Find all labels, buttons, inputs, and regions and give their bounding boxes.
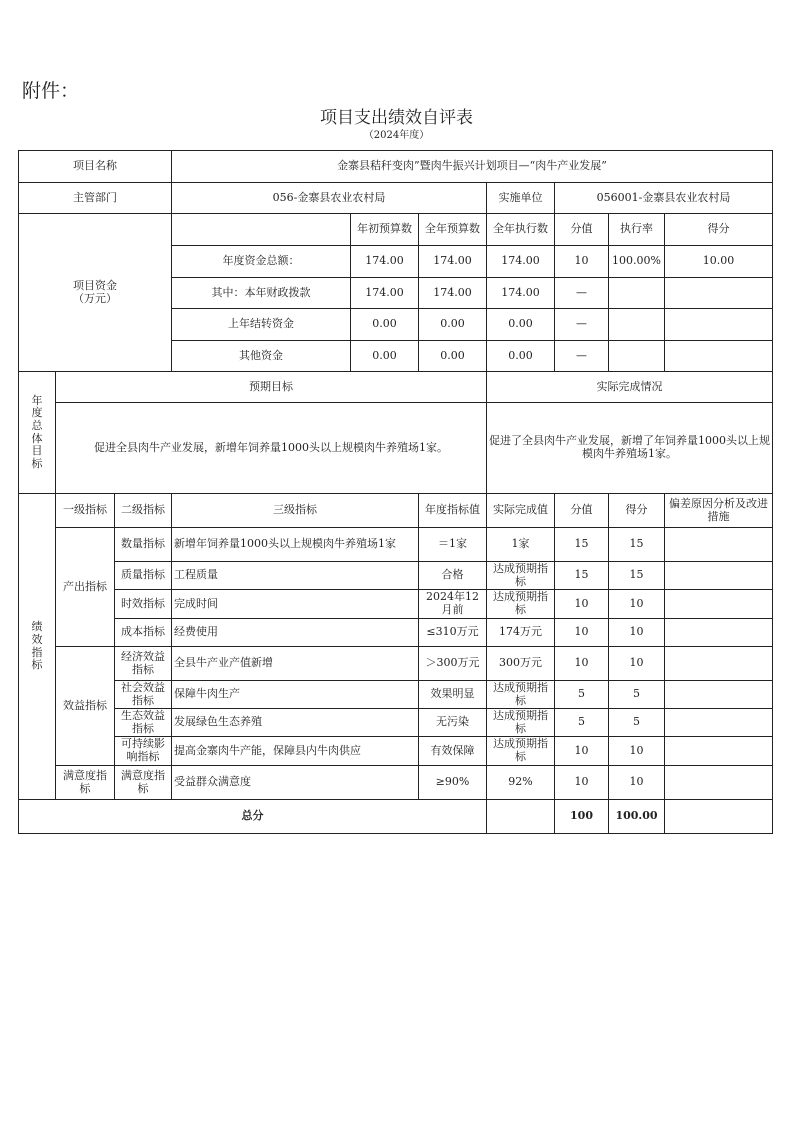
indicator-remark (664, 561, 773, 590)
funds-row-value: 174.00 (350, 245, 419, 278)
indicators-label-char: 指 (31, 645, 43, 659)
indicator-weight: 5 (554, 680, 609, 709)
indicator-remark (664, 680, 773, 709)
funds-row-value (608, 340, 665, 372)
funds-row-value: 0.00 (350, 340, 419, 372)
funds-label-line1: 项目资金 (73, 278, 117, 292)
indicator-weight: 5 (554, 708, 609, 737)
group-satisfaction: 满意度指标 (55, 765, 115, 800)
indicator-weight: 10 (554, 589, 609, 619)
indicator-level2: 生态效益指标 (114, 708, 172, 737)
indicator-header-cell: 年度指标值 (418, 493, 487, 528)
funds-label (18, 213, 172, 372)
indicator-target: 无污染 (418, 708, 487, 737)
dept-value: 056-金寨县农业农村局 (171, 182, 487, 214)
funds-header-cell: 年初预算数 (350, 213, 419, 246)
funds-row-value: 0.00 (350, 308, 419, 341)
funds-row-name: 上年结转资金 (171, 308, 351, 341)
indicator-weight: 10 (554, 618, 609, 647)
indicator-level2: 数量指标 (114, 527, 172, 562)
funds-row-name: 其他资金 (171, 340, 351, 372)
goals-label-char: 年 (31, 393, 43, 407)
indicator-target: ＝1家 (418, 527, 487, 562)
indicator-score: 5 (608, 708, 665, 737)
indicators-label-char: 绩 (31, 620, 43, 634)
indicator-level3: 新增年饲养量1000头以上规模肉牛养殖场1家 (171, 527, 419, 562)
group-output: 产出指标 (55, 527, 115, 647)
expected-goal-text: 促进全县肉牛产业发展，新增年饲养量1000头以上规模肉牛养殖场1家。 (55, 402, 487, 494)
project-name-value: 金寨县秸秆变肉”暨肉牛振兴计划项目—“肉牛产业发展” (171, 150, 773, 183)
funds-row-value: 10.00 (664, 245, 773, 278)
indicator-header-cell: 二级指标 (114, 493, 172, 528)
funds-row-value: — (554, 340, 609, 372)
funds-row-value: 174.00 (350, 277, 419, 309)
indicator-target: 2024年12月前 (418, 589, 487, 619)
funds-row-name: 其中：本年财政拨款 (171, 277, 351, 309)
total-weight: 100 (554, 799, 609, 834)
funds-row-value (664, 277, 773, 309)
indicator-level2: 满意度指标 (114, 765, 172, 800)
funds-row-value: 174.00 (486, 277, 555, 309)
indicator-score: 5 (608, 680, 665, 709)
total-label: 总分 (18, 799, 487, 834)
page-subtitle: （2024年度） (363, 130, 430, 141)
actual-goal-text: 促进了全县肉牛产业发展，新增了年饲养量1000头以上规模肉牛养殖场1家。 (486, 402, 773, 494)
funds-row-value: 100.00% (608, 245, 665, 278)
funds-row-value: 0.00 (486, 340, 555, 372)
indicator-actual: 174万元 (486, 618, 555, 647)
total-blank (486, 799, 555, 834)
indicators-label (18, 493, 56, 800)
indicator-target: 效果明显 (418, 680, 487, 709)
funds-header-cell: 得分 (664, 213, 773, 246)
funds-row-value: 174.00 (418, 277, 487, 309)
indicator-actual: 达成预期指标 (486, 589, 555, 619)
indicator-actual: 300万元 (486, 646, 555, 681)
funds-row-value: 0.00 (418, 308, 487, 341)
indicator-level3: 经费使用 (171, 618, 419, 647)
indicator-target: ≥90% (418, 765, 487, 800)
indicator-actual: 达成预期指标 (486, 736, 555, 766)
indicator-score: 10 (608, 618, 665, 647)
indicator-level2: 时效指标 (114, 589, 172, 619)
total-remark (664, 799, 773, 834)
indicator-level3: 工程质量 (171, 561, 419, 590)
indicator-score: 15 (608, 527, 665, 562)
indicator-actual: 达成预期指标 (486, 561, 555, 590)
indicator-header-cell: 一级指标 (55, 493, 115, 528)
indicator-score: 10 (608, 589, 665, 619)
indicator-header-cell: 实际完成值 (486, 493, 555, 528)
goals-label-char: 度 (31, 406, 43, 420)
funds-row-value (664, 308, 773, 341)
indicator-score: 10 (608, 646, 665, 681)
funds-row-value: — (554, 308, 609, 341)
indicators-label-char: 标 (31, 658, 43, 672)
funds-label-line2: （万元） (73, 291, 117, 305)
indicator-actual: 达成预期指标 (486, 680, 555, 709)
funds-header-cell: 执行率 (608, 213, 665, 246)
indicator-header-cell: 得分 (608, 493, 665, 528)
attachment-label: 附件： (22, 80, 80, 102)
indicator-score: 10 (608, 765, 665, 800)
indicator-remark (664, 765, 773, 800)
indicator-weight: 10 (554, 736, 609, 766)
indicator-target: ≤310万元 (418, 618, 487, 647)
expected-goal-header: 预期目标 (55, 371, 487, 403)
funds-header-blank (171, 213, 351, 246)
project-name-label: 项目名称 (18, 150, 172, 183)
indicator-target: 合格 (418, 561, 487, 590)
funds-row-name: 年度资金总额： (171, 245, 351, 278)
goals-label (18, 371, 56, 494)
group-benefit: 效益指标 (55, 646, 115, 766)
goals-label-char: 标 (31, 456, 43, 470)
funds-row-value (608, 308, 665, 341)
funds-header-cell: 分值 (554, 213, 609, 246)
indicator-level2: 社会效益指标 (114, 680, 172, 709)
indicator-level3: 全县牛产业产值新增 (171, 646, 419, 681)
funds-row-value: — (554, 277, 609, 309)
actual-goal-header: 实际完成情况 (486, 371, 773, 403)
unit-label: 实施单位 (486, 182, 555, 214)
page-title: 项目支出绩效自评表 (320, 108, 473, 128)
indicator-level2: 经济效益指标 (114, 646, 172, 681)
funds-header-cell: 全年执行数 (486, 213, 555, 246)
indicator-level3: 发展绿色生态养殖 (171, 708, 419, 737)
indicator-header-cell: 偏差原因分析及改进措施 (664, 493, 773, 528)
indicators-label-char: 效 (31, 632, 43, 646)
indicator-level3: 提高金寨肉牛产能，保障县内牛肉供应 (171, 736, 419, 766)
indicator-actual: 1家 (486, 527, 555, 562)
indicator-level2: 成本指标 (114, 618, 172, 647)
indicator-weight: 15 (554, 561, 609, 590)
funds-row-value: 10 (554, 245, 609, 278)
funds-row-value: 0.00 (418, 340, 487, 372)
funds-row-value: 0.00 (486, 308, 555, 341)
indicator-actual: 92% (486, 765, 555, 800)
indicator-level2: 可持续影响指标 (114, 736, 172, 766)
funds-row-value (608, 277, 665, 309)
indicator-remark (664, 708, 773, 737)
indicator-header-cell: 三级指标 (171, 493, 419, 528)
indicator-remark (664, 618, 773, 647)
indicator-remark (664, 736, 773, 766)
indicator-remark (664, 527, 773, 562)
indicator-level3: 保障牛肉生产 (171, 680, 419, 709)
funds-header-cell: 全年预算数 (418, 213, 487, 246)
indicator-target: 有效保障 (418, 736, 487, 766)
funds-row-value: 174.00 (418, 245, 487, 278)
indicator-weight: 15 (554, 527, 609, 562)
goals-label-char: 目 (31, 444, 43, 458)
funds-row-value: 174.00 (486, 245, 555, 278)
goals-label-char: 体 (31, 431, 43, 445)
unit-value: 056001-金寨县农业农村局 (554, 182, 773, 214)
indicator-score: 15 (608, 561, 665, 590)
dept-label: 主管部门 (18, 182, 172, 214)
indicator-level3: 完成时间 (171, 589, 419, 619)
indicator-remark (664, 589, 773, 619)
funds-row-value (664, 340, 773, 372)
indicator-header-cell: 分值 (554, 493, 609, 528)
indicator-weight: 10 (554, 646, 609, 681)
total-score: 100.00 (608, 799, 665, 834)
indicator-score: 10 (608, 736, 665, 766)
indicator-weight: 10 (554, 765, 609, 800)
indicator-target: ＞300万元 (418, 646, 487, 681)
indicator-level3: 受益群众满意度 (171, 765, 419, 800)
indicator-level2: 质量指标 (114, 561, 172, 590)
indicator-remark (664, 646, 773, 681)
indicator-actual: 达成预期指标 (486, 708, 555, 737)
goals-label-char: 总 (31, 418, 43, 432)
